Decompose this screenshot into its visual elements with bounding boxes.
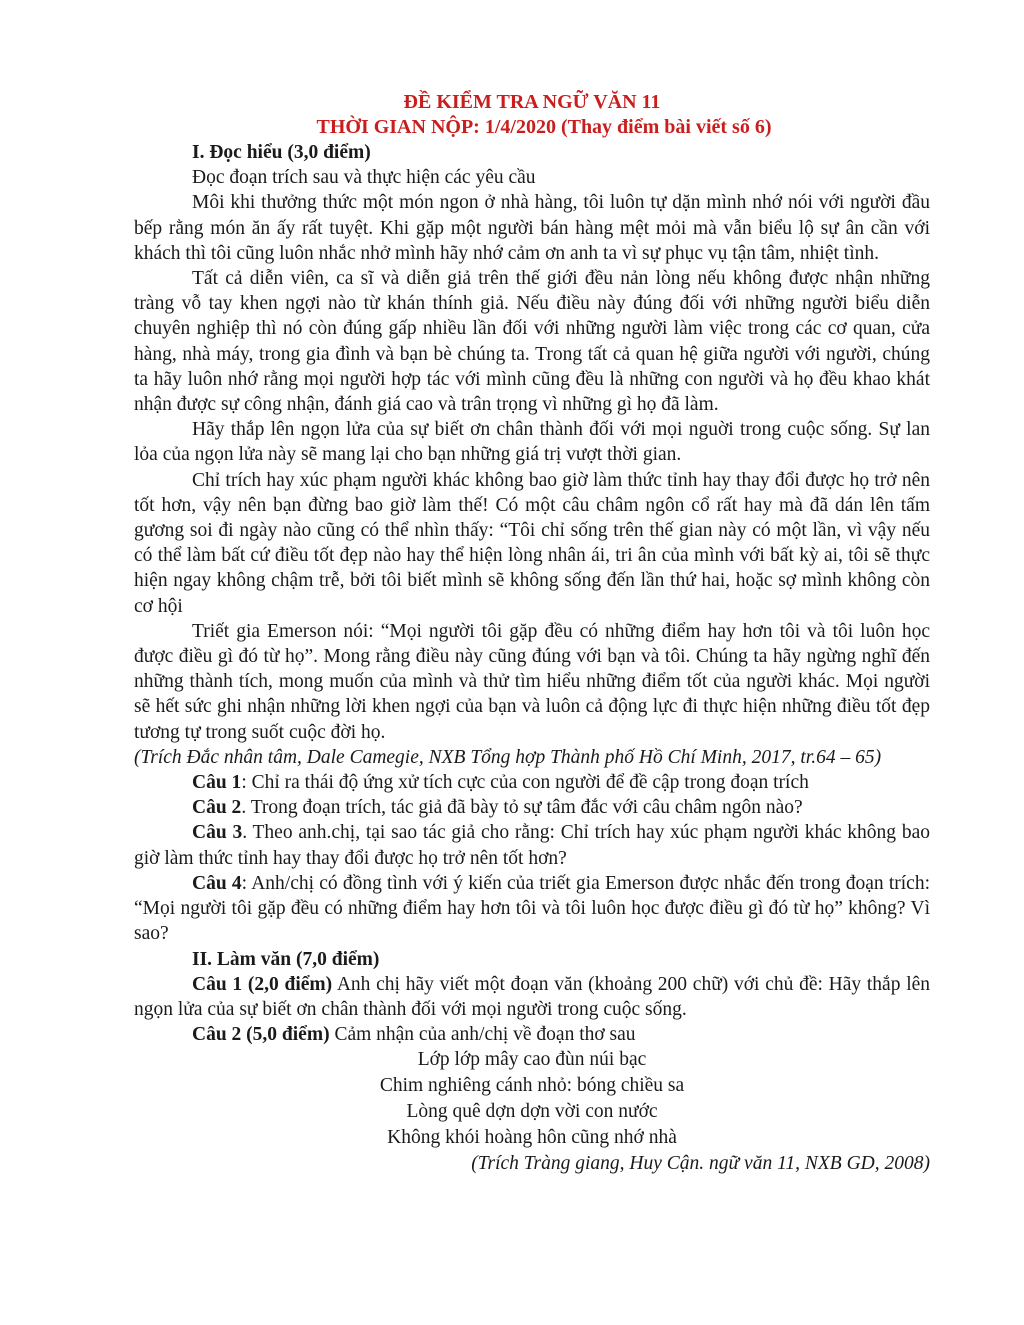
poem-line-2: Chim nghiêng cánh nhỏ: bóng chiều sa — [379, 1075, 685, 1097]
passage-paragraph-1: Môi khi thưởng thức một món ngon ở nhà hàng, tôi luôn tự dặn mình nhớ nói với người đầu bếp rằng món ăn ấy rất tuyệt. Khi gặp một người bán hàng mệt mỏi mà vẫn biểu lộ sự ân cần với khách thì tôi cũng luôn nhắc nhở mình hãy nhớ cảm ơn anh ta vì sự phục vụ tận tâm, nhiệt tình. — [134, 192, 930, 264]
essay-question-2-label: Câu 2 (5,0 điểm) — [192, 1024, 330, 1046]
passage-paragraph-3: Hãy thắp lên ngọn lửa của sự biết ơn chân thành đối với mọi nguời trong cuộc sống. Sự lan lỏa của ngọn lửa này sẽ mang lại cho bạn những giá trị vượt thời gian. — [134, 419, 930, 466]
question-2-label: Câu 2 — [192, 797, 242, 819]
poem-line-1: Lớp lớp mây cao đùn núi bạc — [417, 1049, 647, 1071]
exam-subtitle: THỜI GIAN NỘP: 1/4/2020 (Thay điểm bài viết số 6) — [316, 116, 772, 138]
question-2-text: . Trong đoạn trích, tác giả đã bày tỏ sự tâm đắc với câu châm ngôn nào? — [241, 797, 803, 819]
passage-paragraph-5: Triết gia Emerson nói: “Mọi người tôi gặp đều có những điểm hay hơn tôi và tôi luôn học được điều gì đó từ họ”. Mong rằng điều này cũng đúng với bạn và tôi. Chúng ta hãy ngừng nghĩ đến những thành tích, mong muốn của mình và thử tìm hiểu những điểm tốt của người khác. Mọi người sẽ hết sức ghi nhận những lời khen ngợi của bạn và luôn cả động lực đi thực hiện những điều tốt đẹp tương tự trong suốt cuộc đời họ. — [134, 620, 930, 743]
poem-citation: (Trích Tràng giang, Huy Cận. ngữ văn 11, NXB GD, 2008) — [471, 1153, 930, 1175]
essay-question-2-text: Cảm nhận của anh/chị về đoạn thơ sau — [329, 1024, 636, 1046]
question-4 — [134, 871, 930, 947]
question-3-text: . Theo anh.chị, tại sao tác giả cho rằng: Chỉ trích hay xúc phạm người khác không bao giờ làm thức tỉnh hay thay đổi được họ trở nên tốt hơn? — [134, 822, 930, 869]
question-4-label: Câu 4 — [192, 872, 242, 894]
essay-question-1 — [134, 972, 930, 1022]
essay-question-1-text: Anh chị hãy viết một đoạn văn (khoảng 200 chữ) với chủ đề: Hãy thắp lên ngọn lửa của sự biết ơn chân thành đối với mọi người trong cuộc sống. — [134, 973, 931, 1020]
part2-heading: II. Làm văn (7,0 điểm) — [192, 948, 380, 970]
reading-instruction: Đọc đoạn trích sau và thực hiện các yêu cầu — [192, 167, 536, 189]
exam-title: ĐỀ KIỂM TRA NGỮ VĂN 11 — [403, 91, 661, 113]
question-1-text: : Chỉ ra thái độ ứng xử tích cực của con người để đề cập trong đoạn trích — [241, 772, 809, 794]
question-1-label: Câu 1 — [192, 772, 242, 794]
document-body — [134, 90, 930, 1177]
essay-question-2 — [134, 1022, 930, 1047]
question-3 — [134, 820, 930, 870]
question-2 — [134, 795, 930, 820]
poem-line-3: Lòng quê dợn dợn vời con nước — [406, 1101, 658, 1123]
question-1 — [134, 770, 930, 795]
poem-excerpt — [134, 1047, 930, 1151]
passage-citation: (Trích Đắc nhân tâm, Dale Camegie, NXB Tổng hợp Thành phố Hồ Chí Minh, 2017, tr.64 – 65) — [134, 746, 882, 768]
question-3-label: Câu 3 — [192, 822, 243, 844]
passage-paragraph-4: Chỉ trích hay xúc phạm người khác không bao giờ làm thức tỉnh hay thay đổi được họ trở nên tốt hơn, vậy nên bạn đừng bao giờ làm thế! Có một câu châm ngôn cổ rất hay mà đã dán lên tấm gương soi đi ngày nào cũng có thể nhìn thấy: “Tôi chỉ sống trên thế gian này có một lần, vì vậy nếu có thể làm bất cứ điều tốt đẹp nào hay thể hiện lòng nhân ái, tri ân của mình với bất kỳ ai, tôi sẽ thực hiện ngay không chậm trễ, bởi tôi biết mình sẽ không sống đến lần thứ hai, hoặc sợ mình không còn cơ hội — [134, 469, 930, 617]
passage-paragraph-2: Tất cả diễn viên, ca sĩ và diễn giả trên thế giới đều nản lòng nếu không được nhận những tràng vỗ tay khen ngợi nào từ khán thính giả. Nếu điều này đúng đối với những người biểu diễn chuyên nghiệp thì nó còn đúng gấp nhiều lần đối với những người làm việc trong các cơ quan, cửa hàng, nhà máy, trong gia đình và bạn bè chúng ta. Trong tất cả quan hệ giữa người với người, chúng ta hãy luôn nhớ rằng mọi người hợp tác với mình cũng đều là những con người và họ đều khao khát nhận được sự công nhận, đánh giá cao và trân trọng vì những gì họ đã làm. — [134, 268, 930, 416]
essay-question-1-label: Câu 1 (2,0 điểm) — [192, 973, 333, 995]
question-4-text: : Anh/chị có đồng tình với ý kiến của triết gia Emerson được nhắc đến trong đoạn trích: “Mọi người tôi gặp đều có những điểm hay hơn tôi và tôi luôn học được điều gì đó từ họ” không? Vì sao? — [134, 872, 930, 945]
part1-heading: I. Đọc hiểu (3,0 điểm) — [192, 142, 371, 163]
poem-line-4: Không khói hoàng hôn cũng nhớ nhà — [387, 1127, 677, 1149]
